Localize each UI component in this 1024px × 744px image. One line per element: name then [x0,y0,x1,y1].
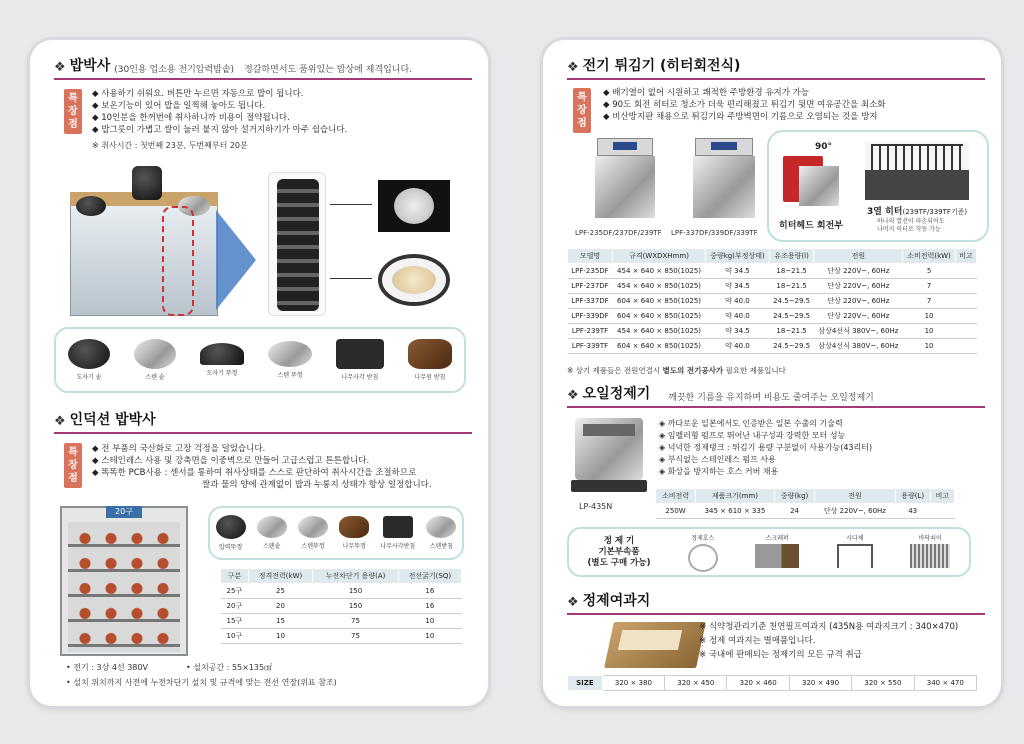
diamond-icon: ❖ [54,414,66,429]
accessories-title-line: (별도 구매 가능) [587,557,651,568]
feature-item: ◆ 10인분을 한꺼번에 취사하니까 비용이 절약됩니다. [92,113,290,123]
table-row: LPF-339DF 604 × 640 × 850(1025) 약 40.0 24.5~29.5 단상 220V~, 60Hz 10 [568,309,977,324]
table-header: 비고 [955,249,976,264]
feature-item: ◆ 전 부품의 국산화로 고장 걱정을 덜었습니다. [92,444,266,454]
stacked-bowls-image [268,172,326,316]
feature-item: ◆ 보온기능이 있어 밥을 일찍해 놓아도 됩니다. [92,101,266,111]
fryer-image-b [693,138,755,224]
section-title: 오일정제기 [582,386,651,402]
accessory-item: 스텐 뚜껑 [268,341,312,379]
table-header: 구분 [221,569,249,584]
left-page [30,40,488,706]
cooking-time-note: ※ 취사시간 : 첫번째 23분, 두번째부터 20분 [92,141,248,150]
power-spec: • 전기 : 3상 4선 380V [66,663,148,672]
fryer-image-a [595,138,655,224]
table-row: SIZE 320 × 380 320 × 450 320 × 460 320 × 490 320 × 550 340 × 470 [568,676,977,691]
induction-spec-table [220,568,462,644]
filter-notes [699,620,958,662]
oil-purifier-section-title [567,386,985,408]
accessory-item: 도자기 솥 [68,339,110,381]
fryer-model-b: LPF-337DF/339DF/339TF [671,229,758,237]
feature-item: ◆ 90도 회전 히터로 청소가 더욱 편리해졌고 튀김기 뒷면 여유공간을 최소화 [603,100,886,110]
accessory-item: 나무사각 받침 [336,339,384,381]
cooked-rice-black-image [378,180,450,232]
table-header: 정격전력(kW) [248,569,313,584]
diamond-icon: ❖ [567,60,579,75]
cooked-rice-steel-image [378,254,450,306]
section-desc: 깨끗한 기름을 유지하며 비용도 줄여주는 오일정제기 [668,393,874,403]
accessories-title-line: 정 제 기 [603,535,635,546]
section-subtitle: (30인용 업소용 전기압력밥솥) [114,65,235,75]
accessory-item: 나무뚜껑 [339,516,369,550]
accessory-item: 스텐받침 [426,516,456,550]
install-note: • 설치 위치까지 사전에 누전차단기 설치 및 규격에 맞는 전선 연장(위표 참조) [66,678,337,687]
accessory-item: 압력뚜껑 [216,515,246,551]
feature-item: ◆ 배기열이 없어 시원하고 쾌적한 주방환경 유지가 가능 [603,88,810,98]
feature-item: ◆ 밥그릇이 가볍고 쌀이 눌러 붙지 않아 설거지하기가 아주 쉽습니다. [92,125,348,135]
rice-cooker-accessories [54,327,466,393]
table-header: 모델명 [568,249,613,264]
accessory-item: 시다체 [837,533,873,572]
size-label: SIZE [568,676,603,691]
table-header: 제품크기(mm) [696,489,775,504]
induction-cabinet-image [60,506,188,656]
oil-purifier-image [571,418,647,496]
electric-work-note: ※ 상기 제품들은 전원연결시 별도의 전기공사가 필요한 제품입니다 [567,366,786,375]
induction-section-title [54,412,472,434]
heater-title-line [867,204,967,217]
heater-models: (239TF/339TF기준) [902,208,968,216]
filter-note: ※ 정제 여과지는 별매품입니다. [699,636,816,646]
heater-title: 3열 히터 [867,207,903,217]
fryer-section-title [567,58,985,80]
table-row: LPF-339TF 604 × 640 × 850(1025) 약 40.0 24.5~29.5 삼상4선식 380V~, 60Hz 10 [568,339,977,354]
features-badge: 특장점 [64,443,82,488]
table-header: 규격(WXDXHmm) [612,249,705,264]
diamond-icon: ❖ [54,60,66,75]
oil-purifier-model: LP-435N [579,502,613,511]
rice-cooker-machine-image [70,166,220,324]
feature-item: ◈ 임펠러형 펌프로 뛰어난 내구성과 강력한 모터 성능 [659,431,846,440]
filter-size-table [567,675,977,691]
feature-item: 쌀과 물의 양에 관계없이 밥과 누룽지 상태가 항상 일정합니다. [202,480,432,490]
oil-purifier-spec-table [655,488,955,519]
table-row: 10구 10 75 10 [221,629,462,644]
diamond-icon: ❖ [567,595,579,610]
table-row: 25구 25 150 16 [221,584,462,599]
table-header: 누전차단기 용량(A) [313,569,398,584]
accessories-title-line: 기본부속품 [598,546,640,557]
filter-paper-image [604,622,706,668]
accessories-title [569,536,669,569]
feature-item: ◈ 부식없는 스테인레스 펌프 사용 [659,455,776,464]
table-header: 전선굵기(SQ) [398,569,461,584]
table-row: LPF-337DF 604 × 640 × 850(1025) 약 40.0 24.5~29.5 단상 220V~, 60Hz 7 [568,294,977,309]
feature-item: ◆ 똑똑한 PCB사용 : 센서를 통하여 취사상태를 스스로 판단하여 취사시간을 조절하므로 [92,468,417,478]
feature-item: ◈ 화상을 방지하는 호스 커버 채용 [659,467,779,476]
heater-desc [877,218,945,234]
table-header: 소비전력 [656,489,696,504]
heater-image [865,142,969,200]
fryer-model-a: LPF-235DF/237DF/239TF [575,229,662,237]
space-spec: • 설치공간 : 55×135㎠ [186,663,273,672]
features-badge: 특장점 [573,88,591,133]
heater-desc-line: 나머지 히터로 작동 가능 [877,226,941,233]
feature-list [659,418,872,478]
section-title: 정제여과지 [582,593,651,609]
heater-detail-panel [767,130,989,242]
section-title: 인덕션 밥박사 [69,412,156,428]
rice-cooker-section-title [54,58,472,80]
rotate-image [777,142,847,208]
arrow-shape [216,210,256,310]
accessory-item: 스크레퍼 [755,533,799,572]
accessory-item: 도자기 뚜껑 [200,343,244,377]
table-header: 소비전력(kW) [903,249,955,264]
accessory-list [669,533,969,572]
section-title: 전기 튀김기 (히터회전식) [582,58,741,74]
feature-list [603,87,886,123]
table-row: 250W 345 × 610 × 335 24 단상 220V~, 60Hz 43 [656,504,955,519]
table-header: 전원 [814,249,903,264]
filter-paper-section-title [567,593,985,615]
table-header: 비고 [930,489,954,504]
right-page [543,40,1001,706]
table-row: 20구 20 150 16 [221,599,462,614]
filter-note: ※ 식약청관리기준 천연필프여과지 (435N용 여과지크기 : 340×470) [699,622,959,632]
rotate-label: 히터헤드 회전부 [779,221,843,231]
table-row: LPF-237DF 454 × 640 × 850(1025) 약 34.5 18~21.5 단상 220V~, 60Hz 7 [568,279,977,294]
table-header: 중량kg(부정상태) [706,249,770,264]
table-row: LPF-239TF 454 × 640 × 850(1025) 약 34.5 18~21.5 삼상4선식 380V~, 60Hz 10 [568,324,977,339]
diamond-icon: ❖ [567,388,579,403]
accessory-item: 나무사각받침 [380,516,415,550]
table-row: LPF-235DF 454 × 640 × 850(1025) 약 34.5 18~21.5 단상 220V~, 60Hz 5 [568,264,977,279]
cabinet-label: 20구 [106,506,142,518]
table-header: 중량(kg) [774,489,815,504]
filter-note: ※ 국내에 판매되는 정제기의 모든 규격 취급 [699,650,862,660]
accessory-item: 스텐솥 [257,516,287,550]
accessory-item: 바닥쇠이 [910,533,950,572]
rotate-degree: 90° [815,142,833,152]
feature-list [92,443,432,491]
table-header: 전원 [815,489,895,504]
accessory-item: 나무원 받침 [408,339,452,381]
feature-item: ◆ 비산방지판 채용으로 튀김기와 주방벽면이 기름으로 오염되는 것을 방지 [603,112,878,122]
section-title: 밥박사 [69,58,111,74]
arrow-line [330,278,372,279]
feature-item: ◆ 사용하기 쉬워요. 버튼만 누르면 자동으로 밥이 됩니다. [92,89,304,99]
oil-purifier-accessories [567,527,971,577]
feature-item: ◆ 스테인레스 사용 및 강축면을 이중벽으로 만들어 고급스럽고 튼튼합니다. [92,456,370,466]
section-desc: 정갈하면서도 품위있는 밥상에 제격입니다. [244,65,413,75]
feature-item: ◈ 까다로운 일본에서도 인증받은 일본 수출의 기술력 [659,419,843,428]
table-header: 용량(L) [895,489,930,504]
table-row: 15구 15 75 10 [221,614,462,629]
feature-item: ◈ 넉넉한 정제탱크 : 튀김기 용량 구분없이 사용가능(43리터) [659,443,873,452]
accessory-item: 스텐뚜껑 [298,516,328,550]
accessory-item: 정제호스 [688,533,718,572]
fryer-spec-table [567,248,977,354]
features-badge: 특장점 [64,89,82,134]
table-header: 유조용량(l) [769,249,814,264]
induction-accessories [208,506,464,560]
heater-desc-line: 하나의 열선이 파손되어도 [877,218,945,225]
accessory-item: 스텐 솥 [134,339,176,381]
arrow-line [330,204,372,205]
feature-list [92,88,347,136]
